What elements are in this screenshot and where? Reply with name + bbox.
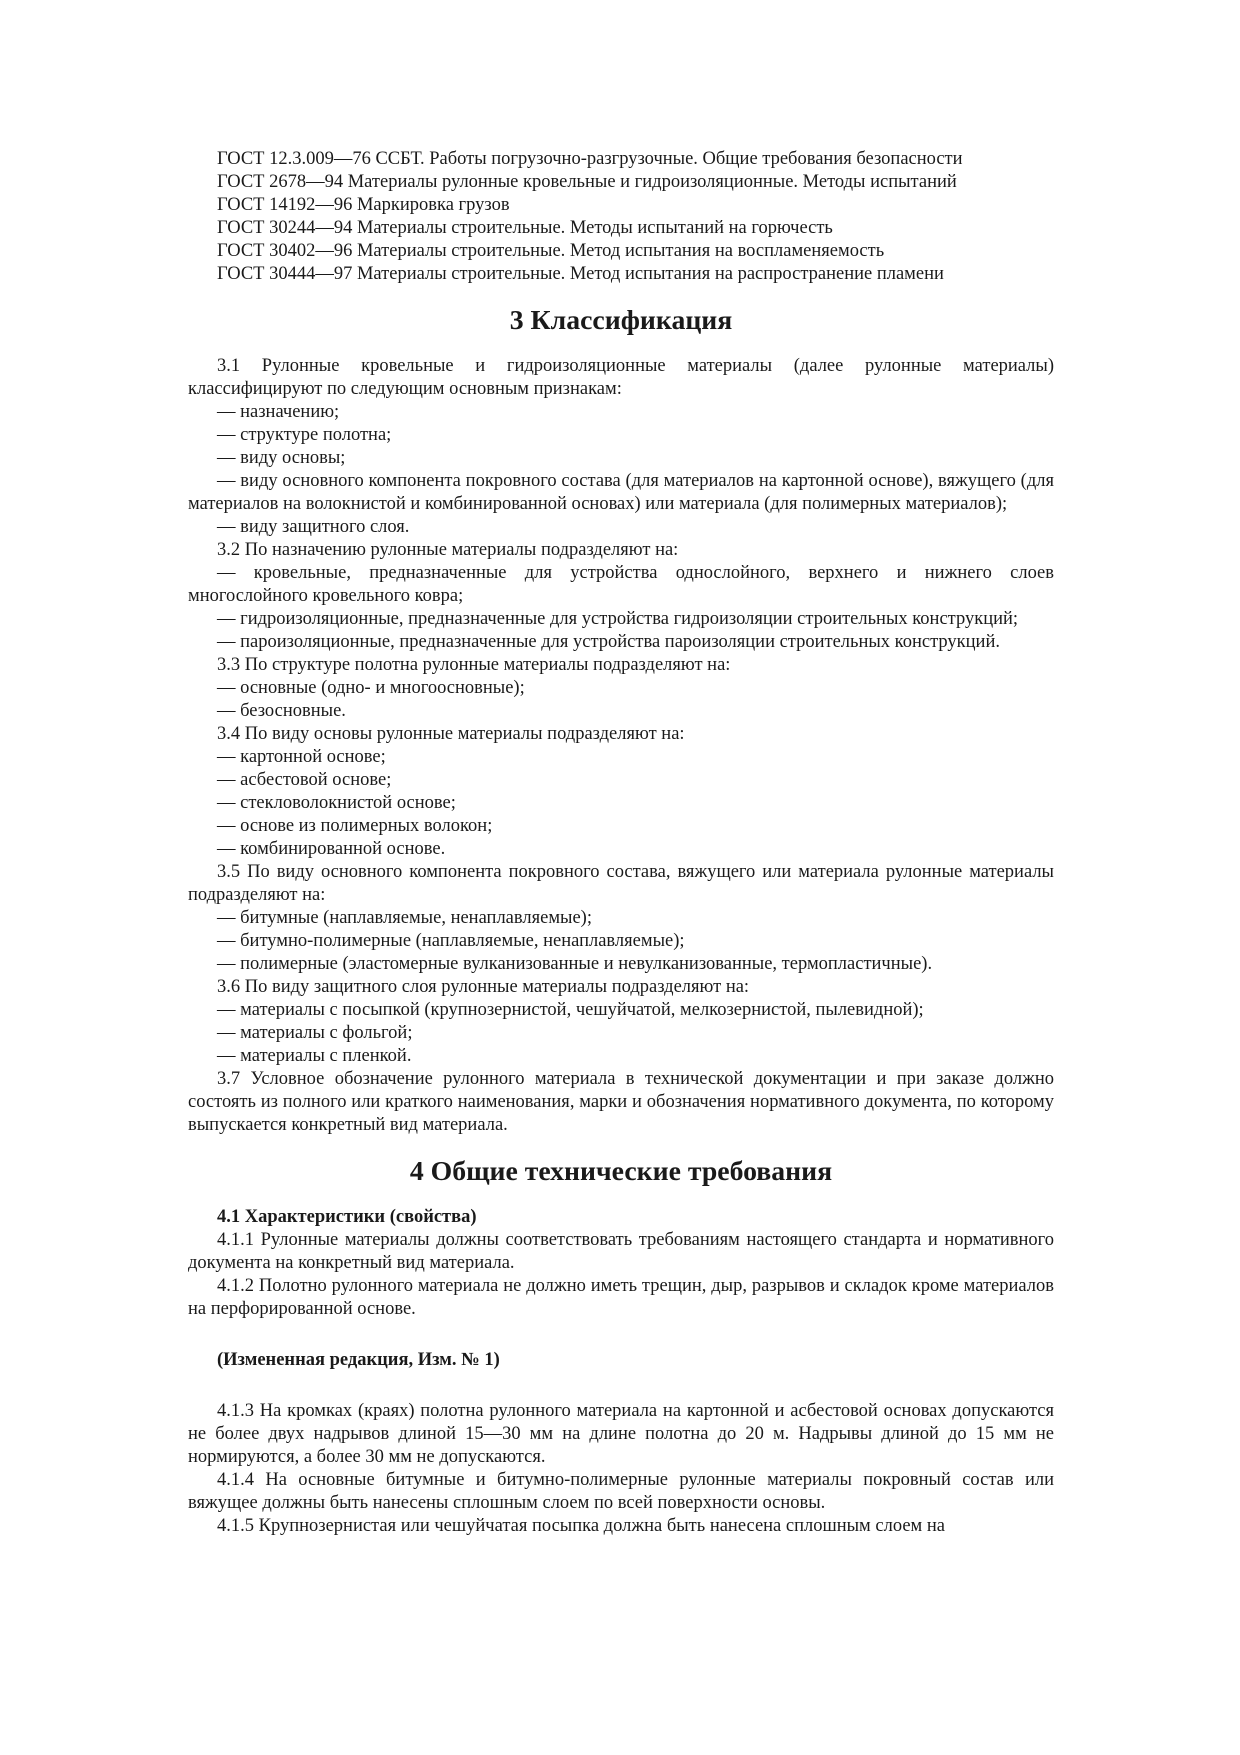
subsection-heading: 4.1 Характеристики (свойства) [217, 1207, 477, 1227]
list-item: — битумные (наплавляемые, ненаплавляемые); [217, 908, 592, 928]
paragraph: 4.1.1 Рулонные материалы должны соответствовать требованиям настоящего стандарта и нормативного документа на конкретный вид материала. [188, 1230, 1054, 1273]
paragraph: 3.3 По структуре полотна рулонные материалы подразделяют на: [217, 655, 731, 675]
list-item: — картонной основе; [217, 747, 386, 767]
list-item: — гидроизоляционные, предназначенные для устройства гидроизоляции строительных конструкций; [217, 609, 1019, 629]
reference-item: ГОСТ 14192—96 Маркировка грузов [217, 195, 510, 215]
paragraph: 3.7 Условное обозначение рулонного материала в технической документации и при заказе должно состоять из полного или краткого наименования, марки и обозначения нормативного документа, по которому выпускается конкретный вид материала. [188, 1069, 1054, 1135]
section-3-heading: 3 Классификация [509, 305, 733, 336]
paragraph: 3.5 По виду основного компонента покровного состава, вяжущего или материала рулонные материалы подразделяют на: [188, 862, 1054, 905]
list-item: — структуре полотна; [217, 425, 392, 445]
paragraph: 3.6 По виду защитного слоя рулонные материалы подразделяют на: [217, 977, 750, 997]
reference-item: ГОСТ 2678—94 Материалы рулонные кровельные и гидроизоляционные. Методы испытаний [217, 172, 957, 192]
list-item: — материалы с фольгой; [217, 1023, 413, 1043]
section-4-body [188, 1206, 1054, 1538]
list-item: — полимерные (эластомерные вулканизованные и невулканизованные, термопластичные). [217, 954, 933, 974]
list-item: — виду защитного слоя. [217, 517, 410, 537]
paragraph: 4.1.3 На кромках (краях) полотна рулонного материала на картонной и асбестовой основах допускаются не более двух надрывов длиной 15—30 мм на длине полотна до 20 м. Надрывы длиной до 15 мм не нормируются, а более 30 мм не допускаются. [188, 1401, 1054, 1467]
reference-item: ГОСТ 30444—97 Материалы строительные. Метод испытания на распространение пламени [217, 264, 944, 284]
section-4-heading: 4 Общие технические требования [409, 1156, 833, 1187]
list-item: — кровельные, предназначенные для устройства однослойного, верхнего и нижнего слоев многослойного кровельного ковра; [188, 563, 1054, 606]
section-3-body [188, 355, 1054, 1137]
list-item: — стекловолокнистой основе; [217, 793, 456, 813]
paragraph: 3.4 По виду основы рулонные материалы подразделяют на: [217, 724, 685, 744]
reference-item: ГОСТ 12.3.009—76 ССБТ. Работы погрузочно-разгрузочные. Общие требования безопасности [217, 149, 963, 169]
list-item: — назначению; [217, 402, 340, 422]
reference-item: ГОСТ 30244—94 Материалы строительные. Методы испытаний на горючесть [217, 218, 833, 238]
paragraph: 4.1.5 Крупнозернистая или чешуйчатая посыпка должна быть нанесена сплошным слоем на [217, 1516, 945, 1536]
list-item: — материалы с посыпкой (крупнозернистой, чешуйчатой, мелкозернистой, пылевидной); [217, 1000, 924, 1020]
list-item: — виду основы; [217, 448, 346, 468]
paragraph: 3.1 Рулонные кровельные и гидроизоляционные материалы (далее рулонные материалы) классифицируют по следующим основным признакам: [188, 356, 1054, 399]
list-item: — комбинированной основе. [217, 839, 446, 859]
list-item: — пароизоляционные, предназначенные для устройства пароизоляции строительных конструкций. [217, 632, 1000, 652]
list-item: — материалы с пленкой. [217, 1046, 412, 1066]
paragraph: 4.1.4 На основные битумные и битумно-полимерные рулонные материалы покровный состав или вяжущее должны быть нанесены сплошным слоем по всей поверхности основы. [188, 1470, 1054, 1513]
references-list [188, 148, 1054, 286]
list-item: — битумно-полимерные (наплавляемые, ненаплавляемые); [217, 931, 685, 951]
amendment-note: (Измененная редакция, Изм. № 1) [217, 1350, 500, 1370]
reference-item: ГОСТ 30402—96 Материалы строительные. Метод испытания на воспламеняемость [217, 241, 885, 261]
list-item: — виду основного компонента покровного состава (для материалов на картонной основе), вяжущего (для материалов на волокнистой и комбинированной основах) или материала (для полимерных материалов); [188, 471, 1054, 514]
paragraph: 3.2 По назначению рулонные материалы подразделяют на: [217, 540, 679, 560]
paragraph: 4.1.2 Полотно рулонного материала не должно иметь трещин, дыр, разрывов и складок кроме материалов на перфорированной основе. [188, 1276, 1054, 1319]
document-page [188, 148, 1054, 1538]
list-item: — основе из полимерных волокон; [217, 816, 493, 836]
list-item: — асбестовой основе; [217, 770, 392, 790]
list-item: — основные (одно- и многоосновные); [217, 678, 525, 698]
list-item: — безосновные. [217, 701, 346, 721]
